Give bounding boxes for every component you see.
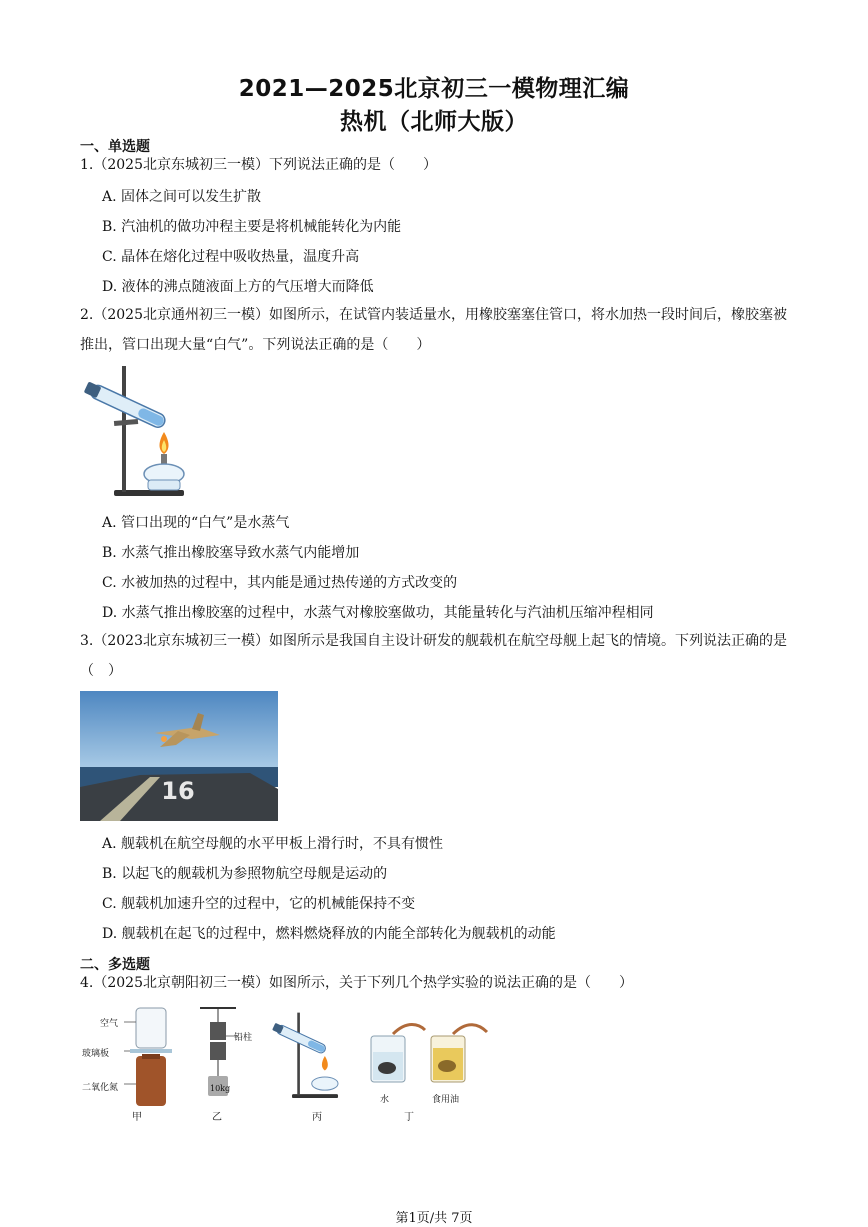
question-2-stem: 2.（2025北京通州初三一模）如图所示，在试管内装适量水，用橡胶塞塞住管口，将水加热一段时间后，橡胶塞被推出，管口出现大量“白气”。下列说法正确的是（ ）: [80, 307, 787, 353]
caption-yi: 乙: [212, 1112, 222, 1123]
water-oil-experiment: [367, 1020, 492, 1090]
page-title: 2021—2025北京初三一模物理汇编: [238, 76, 630, 102]
question-1-stem: 1.（2025北京东城初三一模）下列说法正确的是（ ）: [80, 157, 437, 173]
question-2-option-c: C. 水被加热的过程中，其内能是通过热传递的方式改变的: [102, 575, 458, 591]
section-heading-multiple-choice: 二、多选题: [80, 957, 150, 973]
question-2-option-b: B. 水蒸气推出橡胶塞导致水蒸气内能增加: [102, 545, 360, 561]
coil-in-oil: [438, 1060, 456, 1072]
label-cooking-oil: 食用油: [432, 1095, 460, 1105]
question-3-option-d: D. 舰载机在起飞的过程中，燃料燃烧释放的内能全部转化为舰载机的动能: [102, 926, 556, 942]
diffusion-experiment: [82, 1004, 192, 1122]
coil-in-water: [378, 1062, 396, 1074]
question-3-option-b: B. 以起飞的舰载机为参照物航空母舰是运动的: [102, 866, 388, 882]
question-1-option-b: B. 汽油机的做功冲程主要是将机械能转化为内能: [102, 219, 402, 235]
question-3-stem: 3.（2023北京东城初三一模）如图所示是我国自主设计研发的舰载机在航空母舰上起飞的情境。下列说法正确的是（ ）: [80, 633, 787, 679]
page-footer: 第1页/共 7页: [395, 1211, 473, 1226]
thermal-experiments-figure: [82, 1004, 502, 1122]
caption-bing: 丙: [312, 1112, 322, 1123]
question-4-stem: 4.（2025北京朝阳初三一模）如图所示，关于下列几个热学实验的说法正确的是（ ）: [80, 975, 633, 991]
deck-number: 16: [161, 777, 195, 805]
question-2-option-d: D. 水蒸气推出橡胶塞的过程中，水蒸气对橡胶塞做功，其能量转化与汽油机压缩冲程相同: [102, 605, 654, 621]
stand-pole: [122, 366, 126, 492]
label-lead-cylinder: 铅柱: [234, 1033, 253, 1043]
lead-cylinder-top: [210, 1022, 226, 1040]
section-heading-single-choice: 一、单选题: [80, 139, 150, 155]
label-air: 空气: [100, 1019, 119, 1029]
test-tube-heating-figure: [78, 362, 188, 502]
label-weight: 10kg: [210, 1084, 231, 1093]
question-1-option-d: D. 液体的沸点随液面上方的气压增大而降低: [102, 279, 374, 295]
carrier-jet-photo: [80, 691, 278, 821]
caption-jia: 甲: [132, 1112, 142, 1123]
test-tube-heating-small: [267, 1010, 342, 1102]
label-water: 水: [380, 1095, 390, 1105]
question-3-option-a: A. 舰载机在航空母舰的水平甲板上滑行时，不具有惯性: [102, 836, 444, 852]
label-glass-plate: 玻璃板: [82, 1049, 110, 1059]
page-subtitle: 热机（北师大版）: [340, 109, 528, 135]
question-1-option-a: A. 固体之间可以发生扩散: [102, 189, 262, 205]
question-2-option-a: A. 管口出现的“白气”是水蒸气: [102, 515, 290, 531]
question-1-option-c: C. 晶体在熔化过程中吸收热量，温度升高: [102, 249, 360, 265]
lead-cylinder-bottom: [210, 1042, 226, 1060]
caption-ding: 丁: [404, 1112, 414, 1123]
question-3-option-c: C. 舰载机加速升空的过程中，它的机械能保持不变: [102, 896, 416, 912]
label-nitrogen-dioxide: 二氧化氮: [82, 1083, 119, 1093]
